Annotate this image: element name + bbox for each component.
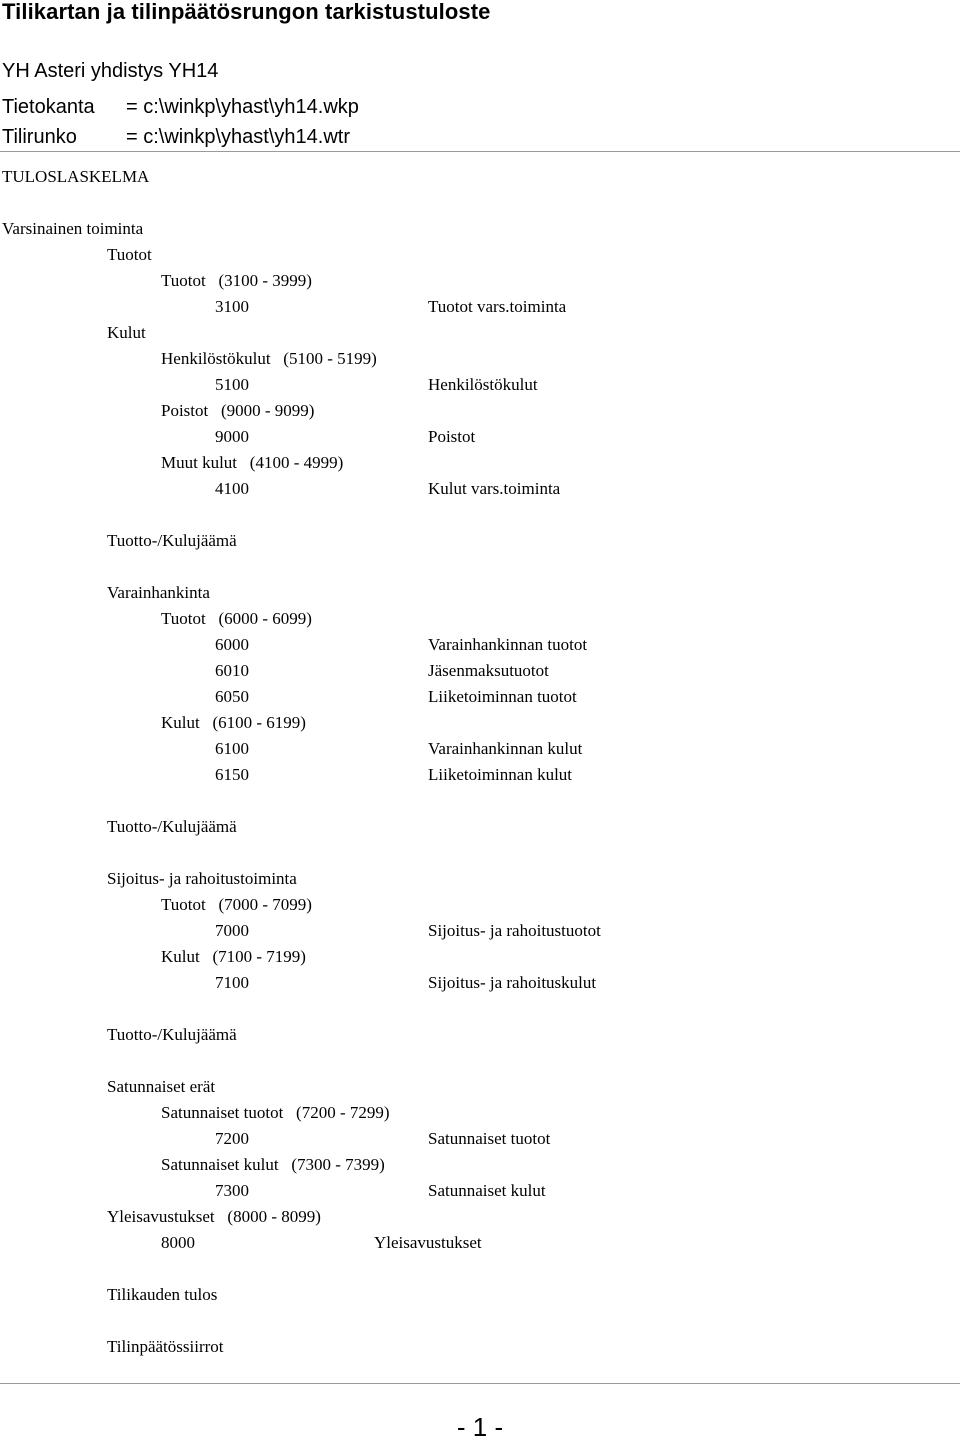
account-name: Satunnaiset tuotot — [428, 1129, 551, 1148]
account-name: Yleisavustukset — [374, 1233, 482, 1252]
report-line: Satunnaiset tuotot (7200 - 7299) — [161, 1103, 390, 1122]
footer-divider — [0, 1383, 960, 1384]
account-number: 6000 — [215, 635, 249, 654]
database-label: Tietokanta — [2, 96, 95, 118]
report-line: Tilikauden tulos — [107, 1285, 218, 1304]
report-line: Tuotto-/Kulujäämä — [107, 817, 237, 836]
account-number: 6100 — [215, 739, 249, 758]
account-number: 7000 — [215, 921, 249, 940]
account-number: 7200 — [215, 1129, 249, 1148]
account-number: 7100 — [215, 973, 249, 992]
account-number: 8000 — [161, 1233, 195, 1252]
account-name: Tuotot vars.toiminta — [428, 297, 567, 316]
account-name: Kulut vars.toiminta — [428, 479, 561, 498]
database-path: = c:\winkp\yhast\yh14.wkp — [126, 96, 359, 118]
account-number: 9000 — [215, 427, 249, 446]
account-name: Varainhankinnan tuotot — [428, 635, 588, 654]
report-line: Varainhankinta — [107, 583, 210, 602]
account-frame-label: Tilirunko — [2, 126, 77, 148]
report-line: Kulut (6100 - 6199) — [161, 713, 306, 732]
section-title: TULOSLASKELMA — [2, 167, 150, 186]
account-name: Sijoitus- ja rahoituskulut — [428, 973, 597, 992]
account-name: Jäsenmaksutuotot — [428, 661, 549, 680]
account-frame-path: = c:\winkp\yhast\yh14.wtr — [126, 126, 350, 148]
report-line: Tilinpäätössiirrot — [107, 1337, 224, 1356]
account-number: 4100 — [215, 479, 249, 498]
account-number: 6150 — [215, 765, 249, 784]
account-name: Liiketoiminnan tuotot — [428, 687, 577, 706]
report-line: Tuotto-/Kulujäämä — [107, 531, 237, 550]
account-name: Sijoitus- ja rahoitustuotot — [428, 921, 601, 940]
account-name: Liiketoiminnan kulut — [428, 765, 573, 784]
report-line: Kulut (7100 - 7199) — [161, 947, 306, 966]
report-line: Kulut — [107, 323, 146, 342]
report-line: Tuotto-/Kulujäämä — [107, 1025, 237, 1044]
account-name: Satunnaiset kulut — [428, 1181, 546, 1200]
account-number: 5100 — [215, 375, 249, 394]
account-number: 6050 — [215, 687, 249, 706]
report-line: Tuotot (3100 - 3999) — [161, 271, 312, 290]
account-name: Varainhankinnan kulut — [428, 739, 583, 758]
report-title: Tilikartan ja tilinpäätösrungon tarkistustuloste — [2, 0, 491, 24]
report-line: Muut kulut (4100 - 4999) — [161, 453, 344, 472]
report-line: Henkilöstökulut (5100 - 5199) — [161, 349, 377, 368]
page-number: - 1 - — [456, 1412, 504, 1442]
account-name: Poistot — [428, 427, 476, 446]
account-name: Henkilöstökulut — [428, 375, 538, 394]
account-number: 7300 — [215, 1181, 249, 1200]
report-line: Satunnaiset kulut (7300 - 7399) — [161, 1155, 385, 1174]
report-line: Poistot (9000 - 9099) — [161, 401, 315, 420]
account-number: 6010 — [215, 661, 249, 680]
report-line: Sijoitus- ja rahoitustoiminta — [107, 869, 297, 888]
report-line: Satunnaiset erät — [107, 1077, 216, 1096]
account-number: 3100 — [215, 297, 249, 316]
header-divider — [0, 151, 960, 152]
report-line: Yleisavustukset (8000 - 8099) — [107, 1207, 321, 1226]
organization-name: YH Asteri yhdistys YH14 — [2, 60, 219, 82]
report-line: Varsinainen toiminta — [2, 219, 144, 238]
report-line: Tuotot — [107, 245, 152, 264]
report-line: Tuotot (7000 - 7099) — [161, 895, 312, 914]
report-line: Tuotot (6000 - 6099) — [161, 609, 312, 628]
